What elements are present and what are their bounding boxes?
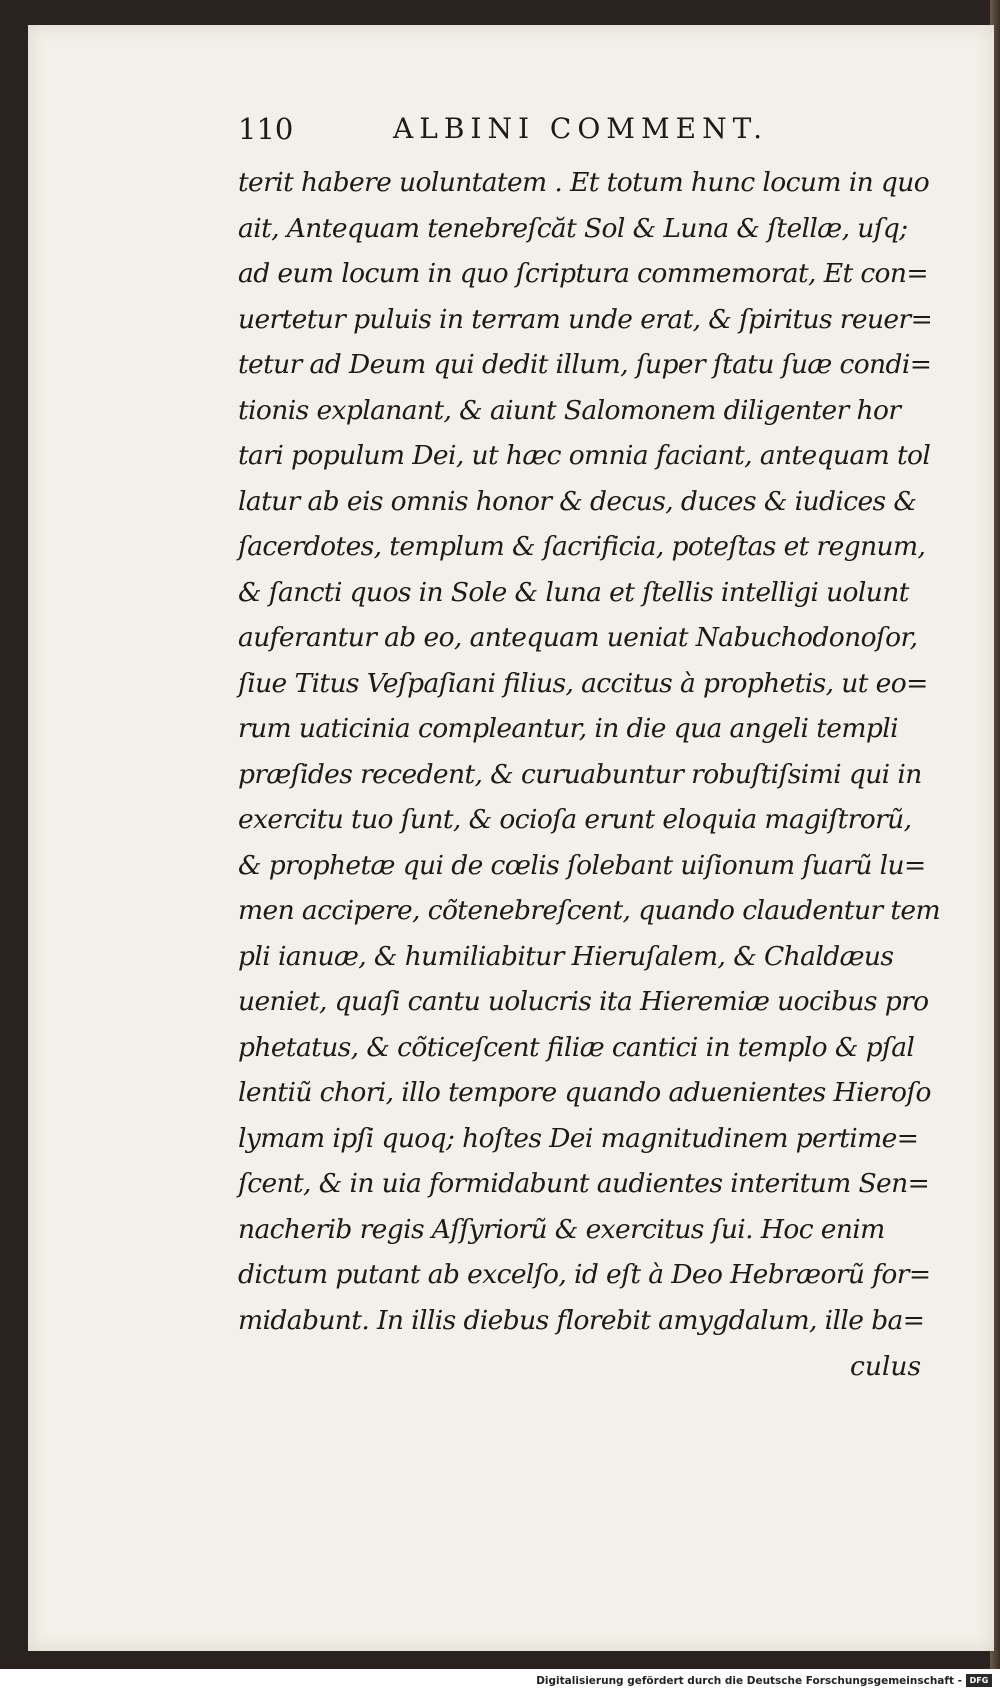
text-line: ueniet, quaſi cantu uolucris ita Hieremiæ uocibus pro (238, 986, 929, 1017)
text-line: ſacerdotes, templum & ſacrificia, poteſtas et regnum, (238, 531, 926, 562)
text-line: pli ianuæ, & humiliabitur Hieruſalem, & Chaldæus (238, 940, 894, 972)
body-text (238, 160, 940, 1343)
text-line: rum uaticinia compleantur, in die qua angeli templi (238, 713, 899, 744)
text-line: men accipere, cõtenebreſcent, quando claudentur tem (238, 895, 940, 926)
text-line: tetur ad Deum qui dedit illum, ſuper ſtatu ſuæ condi= (238, 349, 932, 380)
text-line: ad eum locum in quo ſcriptura commemorat, Et con= (238, 258, 928, 289)
text-line: terit habere uoluntatem . Et totum hunc locum in quo (238, 167, 930, 198)
text-line: ſiue Titus Veſpaſiani filius, accitus à prophetis, ut eo= (238, 667, 928, 699)
dfg-logo-icon: DFG (966, 1674, 992, 1687)
text-line: & ſancti quos in Sole & luna et ſtellis intelligi uolunt (238, 576, 909, 608)
catchword: culus (850, 1351, 922, 1382)
funding-credit: Digitalisierung gefördert durch die Deutsche Forschungsgemeinschaft - (536, 1675, 962, 1687)
text-line: nacherib regis Aſſyriorũ & exercitus ſui. Hoc enim (238, 1213, 885, 1245)
text-line: midabunt. In illis diebus florebit amygdalum, ille ba= (238, 1304, 925, 1336)
text-line: tari populum Dei, ut hæc omnia faciant, antequam tol (238, 440, 931, 471)
page-number: 110 (238, 112, 294, 146)
text-line: dictum putant ab excelſo, id eſt à Deo Hebræorũ for= (238, 1259, 931, 1290)
text-line: & prophetæ qui de cœlis ſolebant uiſionum ſuarũ lu= (238, 849, 926, 881)
text-line: præſides recedent, & curuabuntur robuſtiſsimi qui in (238, 758, 922, 790)
text-line: phetatus, & cõticeſcent filiæ cantici in templo & pſal (238, 1031, 915, 1063)
digitization-footer (0, 1669, 1000, 1691)
running-head: ALBINI COMMENT. (393, 112, 769, 145)
text-line: latur ab eis omnis honor & decus, duces & iudices & (238, 485, 917, 517)
page-header (238, 112, 848, 152)
text-line: ait, Antequam tenebreſcăt Sol & Luna & ſtellæ, uſq; (238, 212, 908, 244)
text-line: lentiũ chori, illo tempore quando aduenientes Hieroſo (238, 1077, 931, 1108)
text-line: auferantur ab eo, antequam ueniat Nabuchodonoſor, (238, 622, 918, 653)
text-line: lymam ipſi quoq; hoſtes Dei magnitudinem pertime= (238, 1122, 919, 1154)
text-line: tionis explanant, & aiunt Salomonem diligenter hor (238, 394, 901, 426)
text-line: exercitu tuo ſunt, & ocioſa erunt eloquia magiſtrorũ, (238, 804, 912, 835)
text-line: uertetur puluis in terram unde erat, & ſpiritus reuer= (238, 303, 933, 335)
text-line: ſcent, & in uia formidabunt audientes interitum Sen= (238, 1168, 930, 1199)
